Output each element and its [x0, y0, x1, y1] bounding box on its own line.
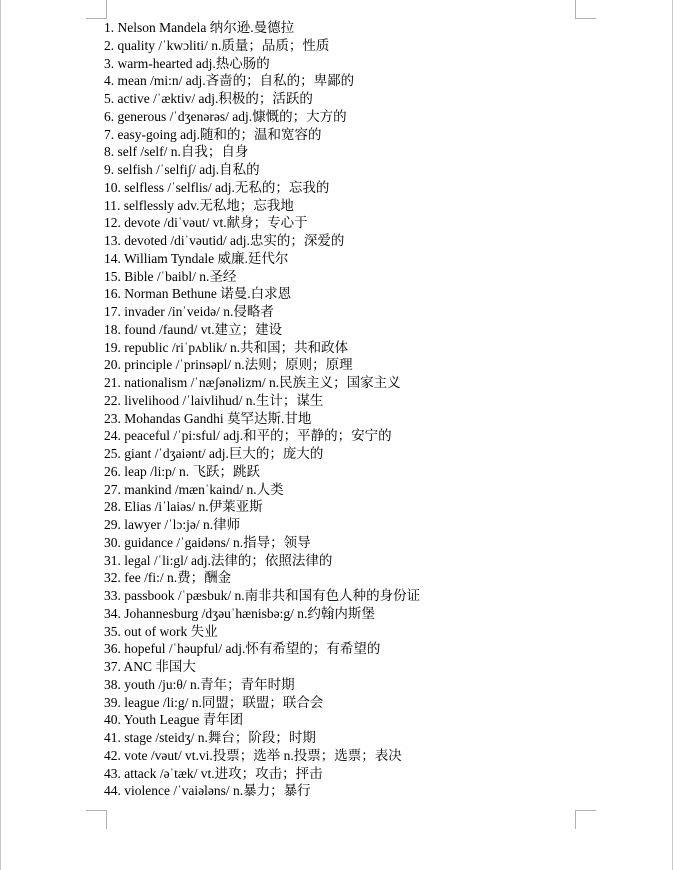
vocabulary-item: 19. republic /riˈpʌblik/ n.共和国；共和政体 — [104, 339, 349, 355]
vocabulary-item: 44. violence /ˈvaiələns/ n.暴力；暴行 — [104, 783, 311, 799]
vocabulary-item: 14. William Tyndale 威廉.廷代尔 — [104, 250, 289, 266]
crop-mark-top-left — [86, 0, 107, 19]
vocabulary-item: 32. fee /fi:/ n.费；酬金 — [104, 570, 232, 586]
crop-mark-bottom-right — [575, 810, 596, 829]
vocabulary-item: 35. out of work 失业 — [104, 623, 218, 639]
vocabulary-item: 9. selfish /ˈselfiʃ/ adj.自私的 — [104, 162, 260, 177]
vocabulary-item: 33. passbook /ˈpæsbuk/ n.南非共和国有色人种的身份证 — [104, 588, 421, 603]
crop-mark-bottom-left — [86, 810, 107, 829]
vocabulary-item: 27. mankind /mænˈkaind/ n.人类 — [104, 481, 284, 497]
vocabulary-item: 7. easy-going adj.随和的；温和宽容的 — [104, 126, 322, 142]
vocabulary-item: 18. found /faund/ vt.建立；建设 — [104, 321, 283, 337]
vocabulary-item: 34. Johannesburg /dʒəuˈhænisbə:g/ n.约翰内斯堡 — [104, 605, 375, 621]
vocabulary-item: 31. legal /ˈli:gl/ adj.法律的；依照法律的 — [104, 552, 333, 568]
vocabulary-item: 42. vote /vəut/ vt.vi.投票；选举 n.投票；选票；表决 — [104, 747, 402, 763]
vocabulary-item: 10. selfless /ˈselflis/ adj.无私的；忘我的 — [104, 179, 330, 195]
vocabulary-item: 41. stage /steidʒ/ n.舞台；阶段；时期 — [104, 730, 316, 745]
vocabulary-item: 15. Bible /ˈbaibl/ n.圣经 — [104, 268, 237, 284]
vocabulary-item: 13. devoted /diˈvəutid/ adj.忠实的；深爱的 — [104, 233, 345, 248]
vocabulary-item: 36. hopeful /ˈhəupful/ adj.怀有希望的；有希望的 — [104, 641, 381, 657]
vocabulary-item: 24. peaceful /ˈpi:sful/ adj.和平的；平静的；安宁的 — [104, 428, 392, 444]
vocabulary-item: 16. Norman Bethune 诺曼.白求恩 — [104, 286, 292, 302]
vocabulary-item: 6. generous /ˈdʒenərəs/ adj.慷慨的；大方的 — [104, 108, 347, 124]
vocabulary-item: 28. Elias /iˈlaiəs/ n.伊莱亚斯 — [104, 499, 263, 515]
vocabulary-item: 2. quality /ˈkwɔliti/ n.质量；品质；性质 — [104, 37, 330, 53]
vocabulary-item: 43. attack /əˈtæk/ vt.进攻；攻击；抨击 — [104, 765, 323, 781]
vocabulary-item: 1. Nelson Mandela 纳尔逊.曼德拉 — [104, 20, 295, 35]
vocabulary-item: 29. lawyer /ˈlɔ:jə/ n.律师 — [104, 517, 241, 532]
vocabulary-item: 20. principle /ˈprinsəpl/ n.法则；原则；原理 — [104, 357, 353, 373]
vocabulary-item: 4. mean /mi:n/ adj.吝啬的；自私的；卑鄙的 — [104, 73, 355, 89]
crop-mark-top-right — [575, 0, 596, 19]
vocabulary-item: 8. self /self/ n.自我；自身 — [104, 144, 249, 160]
vocabulary-item: 21. nationalism /ˈnæʃənəlizm/ n.民族主义；国家主义 — [104, 375, 401, 390]
vocabulary-item: 39. league /li:g/ n.同盟；联盟；联合会 — [104, 694, 324, 710]
vocabulary-item: 38. youth /ju:θ/ n.青年；青年时期 — [104, 676, 295, 692]
vocabulary-item: 3. warm-hearted adj.热心肠的 — [104, 55, 270, 71]
vocabulary-item: 37. ANC 非国大 — [104, 659, 196, 674]
vocabulary-item: 23. Mohandas Gandhi 莫罕达斯.甘地 — [104, 410, 312, 426]
vocabulary-list — [104, 19, 574, 800]
vocabulary-item: 12. devote /diˈvəut/ vt.献身；专心于 — [104, 215, 308, 231]
vocabulary-item: 40. Youth League 青年团 — [104, 712, 244, 728]
vocabulary-item: 25. giant /ˈdʒaiənt/ adj.巨大的；庞大的 — [104, 446, 324, 461]
vocabulary-item: 17. invader /inˈveidə/ n.侵略者 — [104, 304, 274, 319]
vocabulary-item: 22. livelihood /ˈlaivlihud/ n.生计；谋生 — [104, 392, 324, 408]
vocabulary-item: 26. leap /li:p/ n. 飞跃；跳跃 — [104, 463, 260, 479]
vocabulary-item: 5. active /ˈæktiv/ adj.积极的；活跃的 — [104, 91, 313, 106]
vocabulary-item: 11. selflessly adv.无私地；忘我地 — [104, 197, 294, 213]
vocabulary-item: 30. guidance /ˈgaidəns/ n.指导；领导 — [104, 534, 311, 550]
